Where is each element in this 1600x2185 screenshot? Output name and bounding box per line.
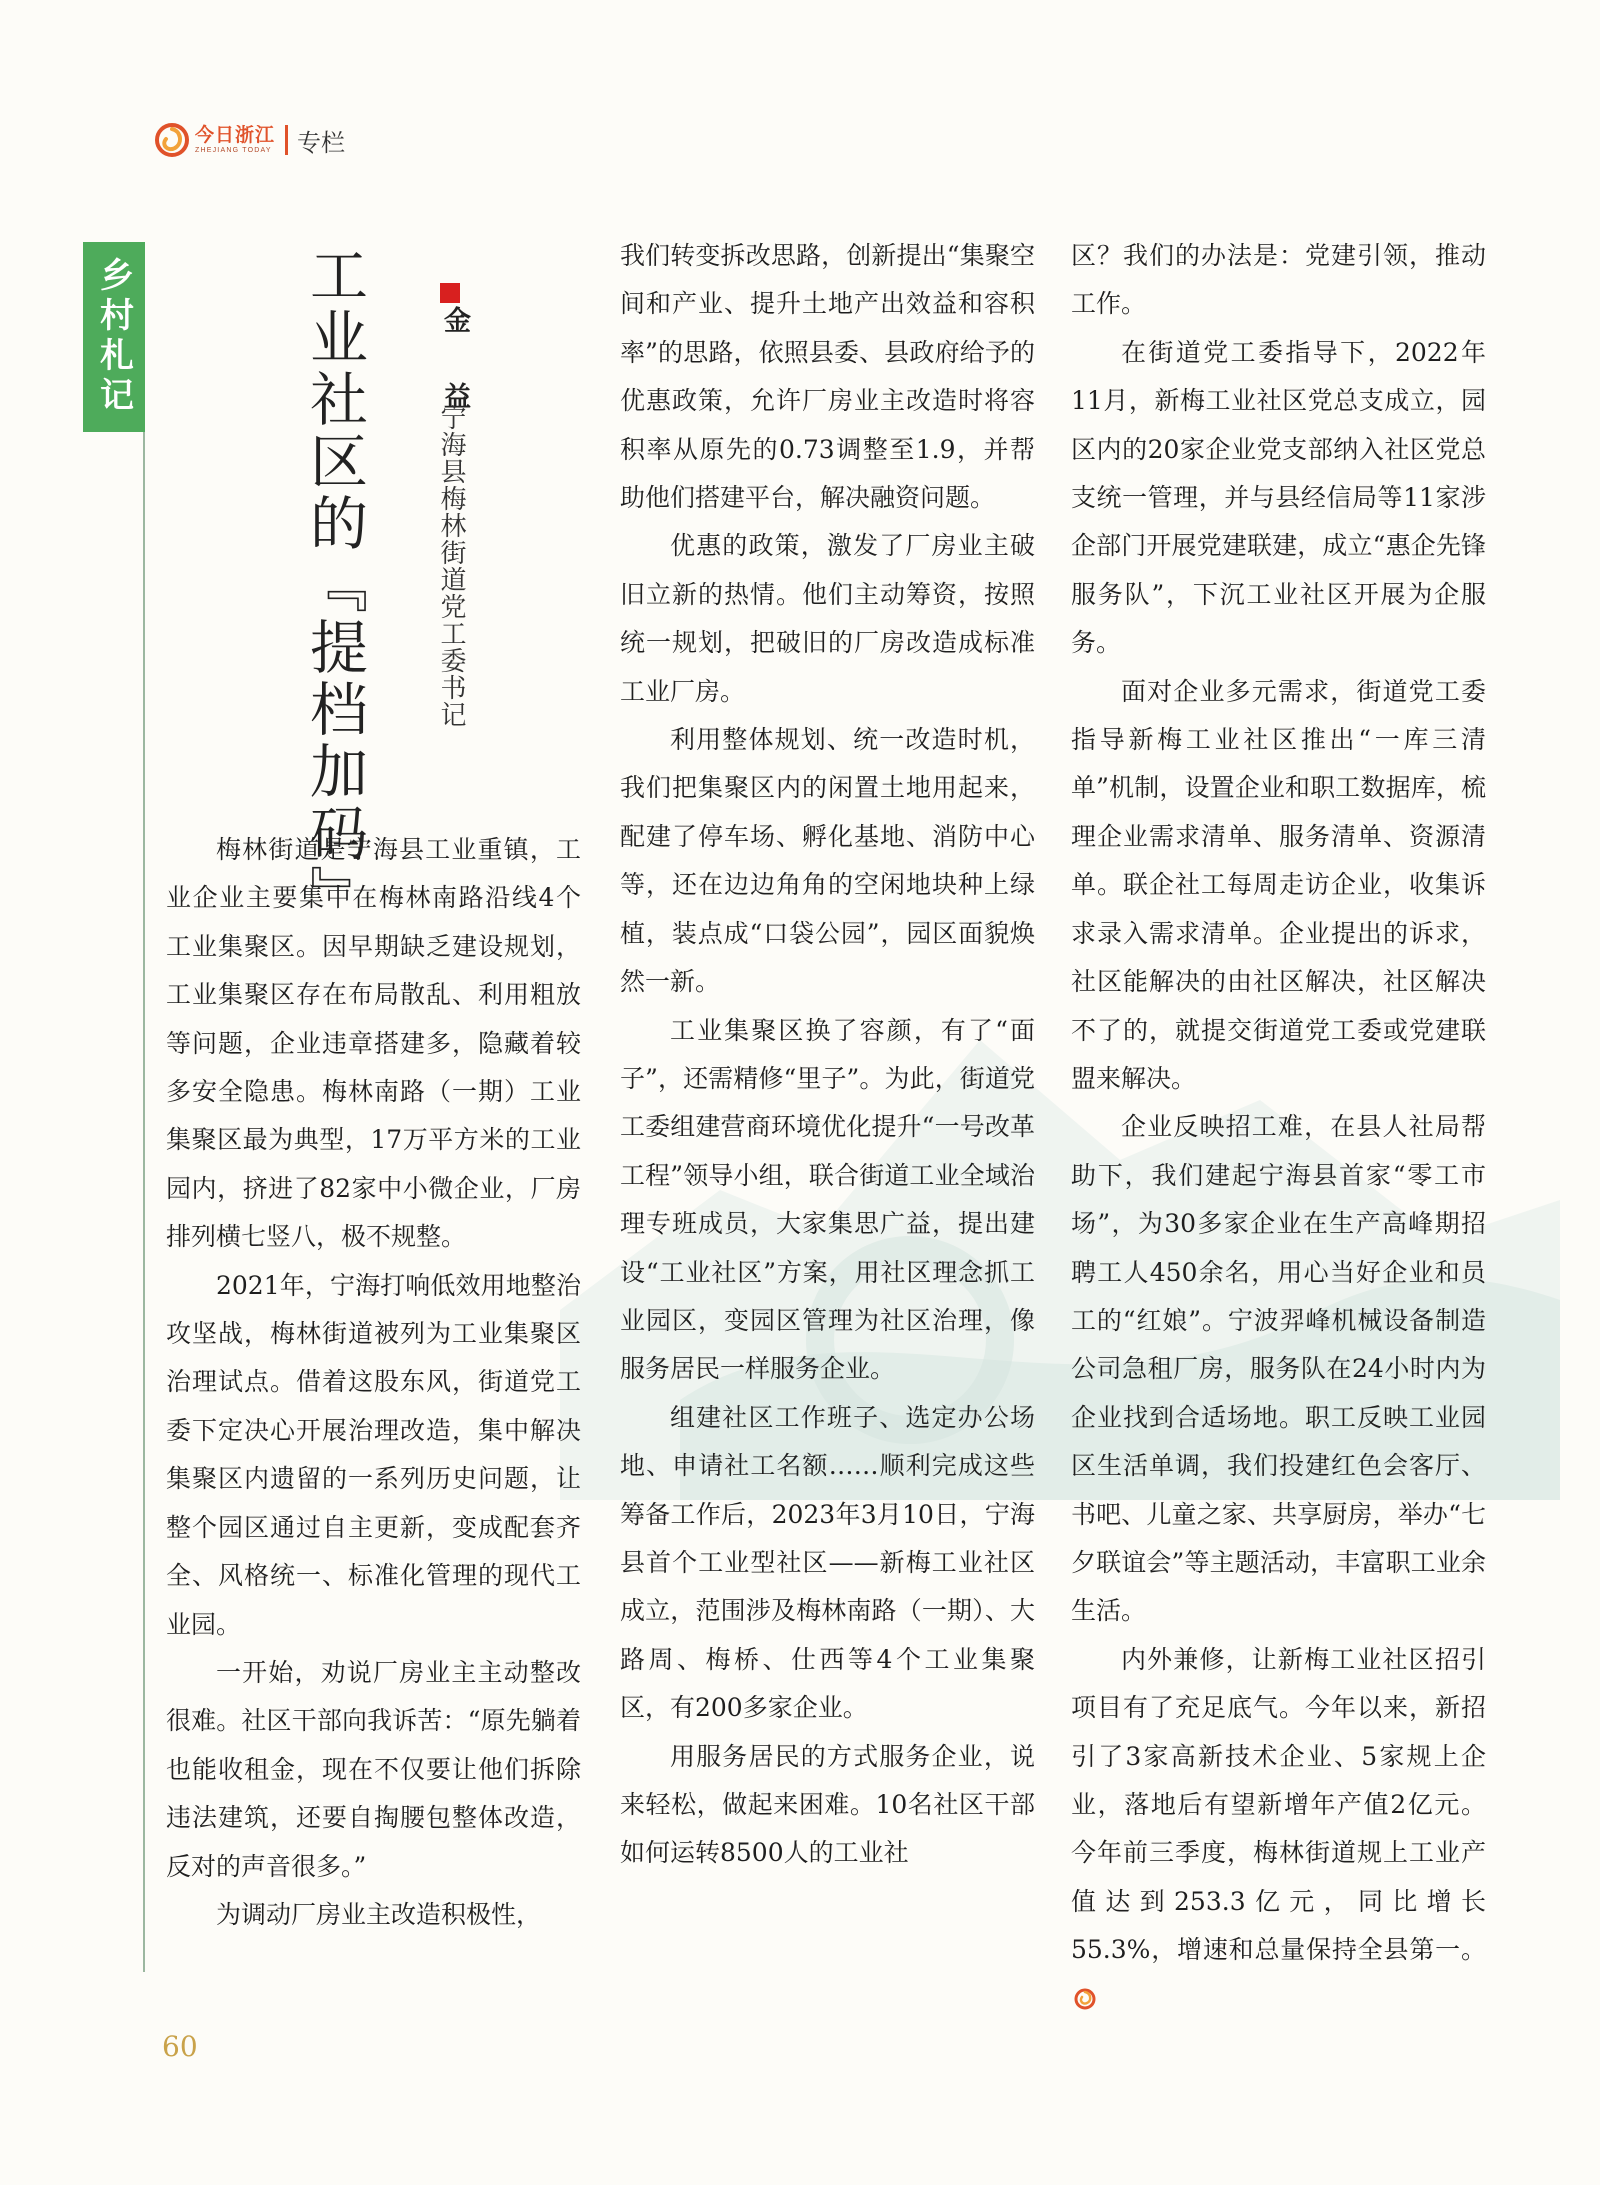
column-label: 专栏 [297,129,346,157]
page-number: 60 [162,2030,198,2063]
paragraph: 利用整体规划、统一改造时机，我们把集聚区内的闲置土地用起来，配建了停车场、孵化基地、消防中心等，还在边边角角的空闲地块种上绿植，装点成“口袋公园”，园区面貌焕然一新。 [620,725,1035,997]
paragraph-continued: 区？我们的办法是：党建引领，推动工作。 [1071,241,1486,319]
margin-divider [143,432,145,1972]
logo-text: 今日浙江 [195,124,276,146]
last-paragraph [1071,1636,1486,2023]
article-column-3 [1071,232,1486,2023]
paragraph: 优惠的政策，激发了厂房业主破旧立新的热情。他们主动筹资，按照统一规划，把破旧的厂房改造成标准工业厂房。 [620,531,1035,706]
paragraph: 一开始，劝说厂房业主主动整改很难。社区干部向我诉苦：“原先躺着也能收租金，现在不仅要让他们拆除违法建筑，还要自掏腰包整体改造，反对的声音很多。” [166,1657,581,1881]
section-tab: 乡村札记 [83,242,145,432]
author-title: 宁海县梅林街道党工委书记 [436,404,466,728]
logo-subtext: ZHEJIANG TODAY [195,147,272,154]
logo-wordmark [195,126,275,154]
article-title: 工业社区的『提档加码』 [300,245,368,927]
paragraph-text: 内外兼修，让新梅工业社区招引项目有了充足底气。今年以来，新招引了3家高新技术企业、5家规上企业，落地后有望新增年产值2亿元。今年前三季度，梅林街道规上工业产值达到253.3亿元，同比增长55.3%，增速和总量保持全县第一。 [1071,1644,1486,1965]
article-column-1 [166,826,581,1939]
page-header [155,118,345,162]
header-divider [285,125,288,155]
paragraph: 2021年，宁海打响低效用地整治攻坚战，梅林街道被列为工业集聚区治理试点。借着这股东风，街道党工委下定决心开展治理改造，集中解决集聚区内遗留的一系列历史问题，让整个园区通过自主更新，变成配套齐全、风格统一、标准化管理的现代工业园。 [166,1270,581,1639]
paragraph: 组建社区工作班子、选定办公场地、申请社工名额……顺利完成这些筹备工作后，2023年3月10日，宁海县首个工业型社区——新梅工业社区成立，范围涉及梅林南路（一期）、大路周、梅桥、仕西等4个工业集聚区，有200多家企业。 [620,1402,1035,1723]
paragraph: 在街道党工委指导下，2022年11月，新梅工业社区党总支成立，园区内的20家企业党支部纳入社区党总支统一管理，并与县经信局等11家涉企部门开展党建联建，成立“惠企先锋服务队”，下沉工业社区开展为企服务。 [1071,337,1486,658]
paragraph: 为调动厂房业主改造积极性， [216,1899,542,1929]
end-mark-icon [1074,1988,1096,2010]
paragraph-continued: 我们转变拆改思路，创新提出“集聚空间和产业、提升土地产出效益和容积率”的思路，依照县委、县政府给予的优惠政策，允许厂房业主改造时将容积率从原先的0.73调整至1.9，并帮助他们搭建平台，解决融资问题。 [620,241,1035,513]
paragraph: 工业集聚区换了容颜，有了“面子”，还需精修“里子”。为此，街道党工委组建营商环境优化提升“一号改革工程”领导小组，联合街道工业全域治理专班成员，大家集思广益，提出建设“工业社区”方案，用社区理念抓工业园区，变园区管理为社区治理，像服务居民一样服务企业。 [620,1015,1035,1384]
paragraph: 用服务居民的方式服务企业，说来轻松，做起来困难。10名社区干部如何运转8500人的工业社 [620,1741,1035,1868]
paragraph: 梅林街道是宁海县工业重镇，工业企业主要集中在梅林南路沿线4个工业集聚区。因早期缺乏建设规划，工业集聚区存在布局散乱、利用粗放等问题，企业违章搭建多，隐藏着较多安全隐患。梅林南路（一期）工业集聚区最为典型，17万平方米的工业园内，挤进了82家中小微企业，厂房排列横七竖八，极不规整。 [166,835,581,1252]
zhejiang-today-logo-icon [155,123,189,157]
paragraph: 面对企业多元需求，街道党工委指导新梅工业社区推出“一库三清单”机制，设置企业和职工数据库，梳理企业需求清单、服务清单、资源清单。联企社工每周走访企业，收集诉求录入需求清单。企业提出的诉求，社区能解决的由社区解决，社区解决不了的，就提交街道党工委或党建联盟来解决。 [1071,676,1486,1093]
article-column-2 [620,232,1035,1878]
article-author: 金 益 [439,306,470,430]
paragraph: 企业反映招工难，在县人社局帮助下，我们建起宁海县首家“零工市场”，为30多家企业在生产高峰期招聘工人450余名，用心当好企业和员工的“红娘”。宁波羿峰机械设备制造公司急租厂房，服务队在24小时内为企业找到合适场地。职工反映工业园区生活单调，我们投建红色会客厅、书吧、儿童之家、共享厨房，举办“七夕联谊会”等主题活动，丰富职工业余生活。 [1071,1112,1486,1626]
author-marker [440,283,460,303]
